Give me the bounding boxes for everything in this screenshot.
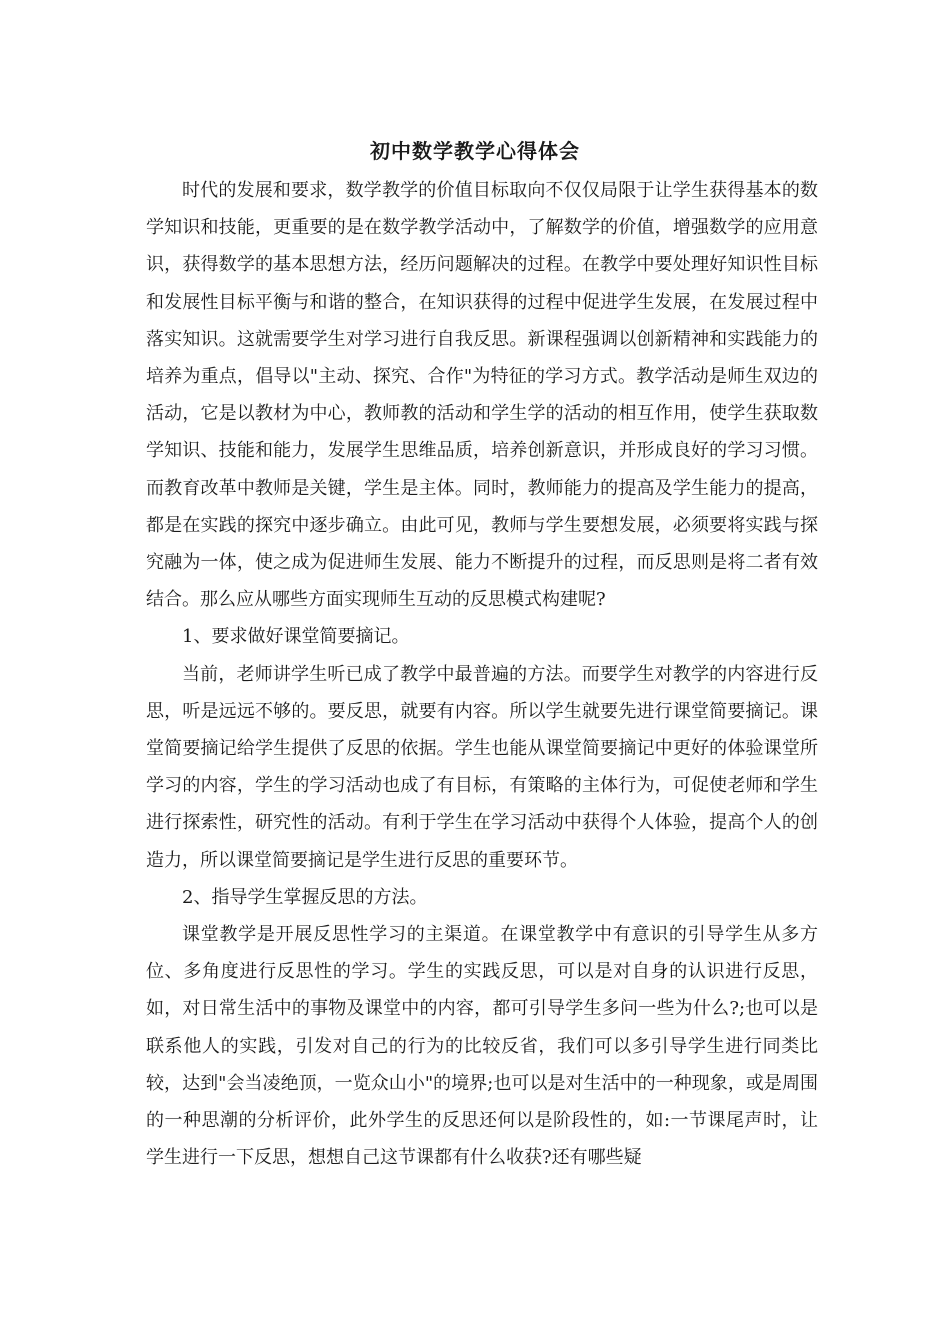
page-title: 初中数学教学心得体会 [370, 139, 580, 164]
paragraph-intro: 时代的发展和要求，数学教学的价值目标取向不仅仅局限于让学生获得基本的数学知识和技能，更重要的是在数学教学活动中，了解数学的价值，增强数学的应用意识，获得数学的基本思想方法，经历问题解决的过程。在教学中要处理好知识性目标和发展性目标平衡与和谐的整合，在知识获得的过程中促进学生发展，在发展过程中落实知识。这就需要学生对学习进行自我反思。新课程强调以创新精神和实践能力的培养为重点，倡导以"主动、探究、合作"为特征的学习方式。教学活动是师生双边的活动，它是以教材为中心，教师教的活动和学生学的活动的相互作用，使学生获取数学知识、技能和能力，发展学生思维品质，培养创新意识，并形成良好的学习习惯。而教育改革中教师是关键，学生是主体。同时，教师能力的提高及学生能力的提高，都是在实践的探究中逐步确立。由此可见，教师与学生要想发展，必须要将实践与探究融为一体，使之成为促进师生发展、能力不断提升的过程，而反思则是将二者有效结合。那么应从哪些方面实现师生互动的反思模式构建呢? [146, 180, 818, 611]
document-body [146, 172, 818, 1176]
paragraph-section-2: 课堂教学是开展反思性学习的主渠道。在课堂教学中有意识的引导学生从多方位、多角度进行反思性的学习。学生的实践反思，可以是对自身的认识进行反思，如，对日常生活中的事物及课堂中的内容，都可引导学生多问一些为什么?;也可以是联系他人的实践，引发对自己的行为的比较反省，我们可以多引导学生进行同类比较，达到"会当凌绝顶，一览众山小"的境界;也可以是对生活中的一种现象，或是周围的一种思潮的分析评价，此外学生的反思还何以是阶段性的，如:一节课尾声时，让学生进行一下反思，想想自己这节课都有什么收获?还有哪些疑 [146, 924, 818, 1169]
heading-section-2: 2、指导学生掌握反思的方法。 [182, 886, 428, 908]
paragraph-section-1: 当前，老师讲学生听已成了教学中最普遍的方法。而要学生对教学的内容进行反思，听是远远不够的。要反思，就要有内容。所以学生就要先进行课堂简要摘记。课堂简要摘记给学生提供了反思的依据。学生也能从课堂简要摘记中更好的体验课堂所学习的内容，学生的学习活动也成了有目标，有策略的主体行为，可促使老师和学生进行探索性，研究性的活动。有利于学生在学习活动中获得个人体验，提高个人的创造力，所以课堂简要摘记是学生进行反思的重要环节。 [146, 663, 818, 871]
heading-section-1: 1、要求做好课堂简要摘记。 [182, 626, 410, 648]
